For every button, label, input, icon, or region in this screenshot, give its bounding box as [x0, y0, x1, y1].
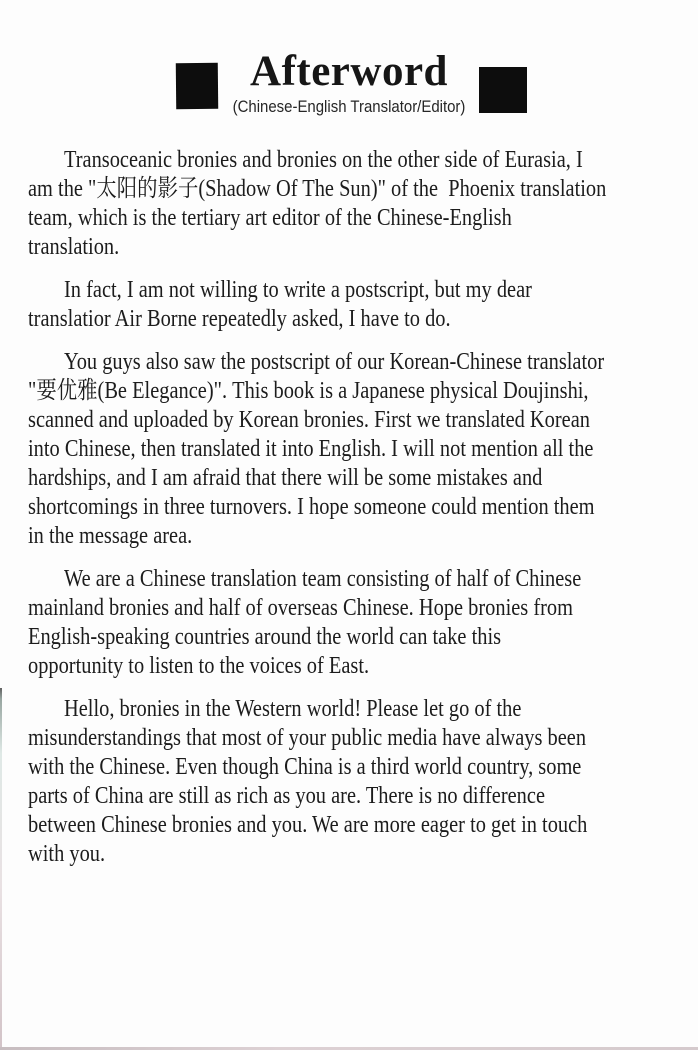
text-line: with you. [28, 841, 106, 867]
paragraph [28, 565, 690, 681]
page-subtitle: (Chinese-English Translator/Editor) [232, 97, 466, 116]
text-line: am the "太阳的影子(Shadow Of The Sun)" of the Phoenix translation [28, 176, 607, 202]
paragraph [28, 695, 690, 869]
text-line: misunderstandings that most of your public media have always been [28, 725, 587, 751]
paragraph [28, 348, 690, 551]
text-line: Transoceanic bronies and bronies on the other side of Eurasia, I [64, 147, 583, 173]
afterword-body [28, 146, 690, 883]
text-line: parts of China are still as rich as you are. There is no difference [28, 783, 545, 809]
paragraph [28, 276, 690, 334]
text-line: scanned and uploaded by Korean bronies. First we translated Korean [28, 407, 590, 433]
text-line: translation. [28, 234, 120, 260]
text-line: Hello, bronies in the Western world! Please let go of the [64, 696, 522, 722]
page-title: Afterword [250, 48, 448, 95]
text-line: into Chinese, then translated it into English. I will not mention all the [28, 436, 594, 462]
text-line: team, which is the tertiary art editor of the Chinese-English [28, 205, 512, 231]
text-line: translatior Air Borne repeatedly asked, I have to do. [28, 306, 451, 332]
text-line: shortcomings in three turnovers. I hope someone could mention them [28, 494, 595, 520]
text-line: "要优雅(Be Elegance)". This book is a Japanese physical Doujinshi, [28, 378, 589, 404]
text-line: opportunity to listen to the voices of East. [28, 653, 370, 679]
text-line: We are a Chinese translation team consisting of half of Chinese [64, 566, 582, 592]
text-line: mainland bronies and half of overseas Chinese. Hope bronies from [28, 595, 573, 621]
text-line: in the message area. [28, 523, 193, 549]
text-line: with the Chinese. Even though China is a third world country, some [28, 754, 582, 780]
scan-artifact-left-edge [0, 688, 2, 1050]
text-line: You guys also saw the postscript of our Korean-Chinese translator [64, 349, 605, 375]
paragraph [28, 146, 690, 262]
black-square-right-icon [479, 67, 527, 113]
text-line: between Chinese bronies and you. We are more eager to get in touch [28, 812, 588, 838]
text-line: In fact, I am not willing to write a postscript, but my dear [64, 277, 532, 303]
text-line: English-speaking countries around the world can take this [28, 624, 502, 650]
text-line: hardships, and I am afraid that there will be some mistakes and [28, 465, 543, 491]
